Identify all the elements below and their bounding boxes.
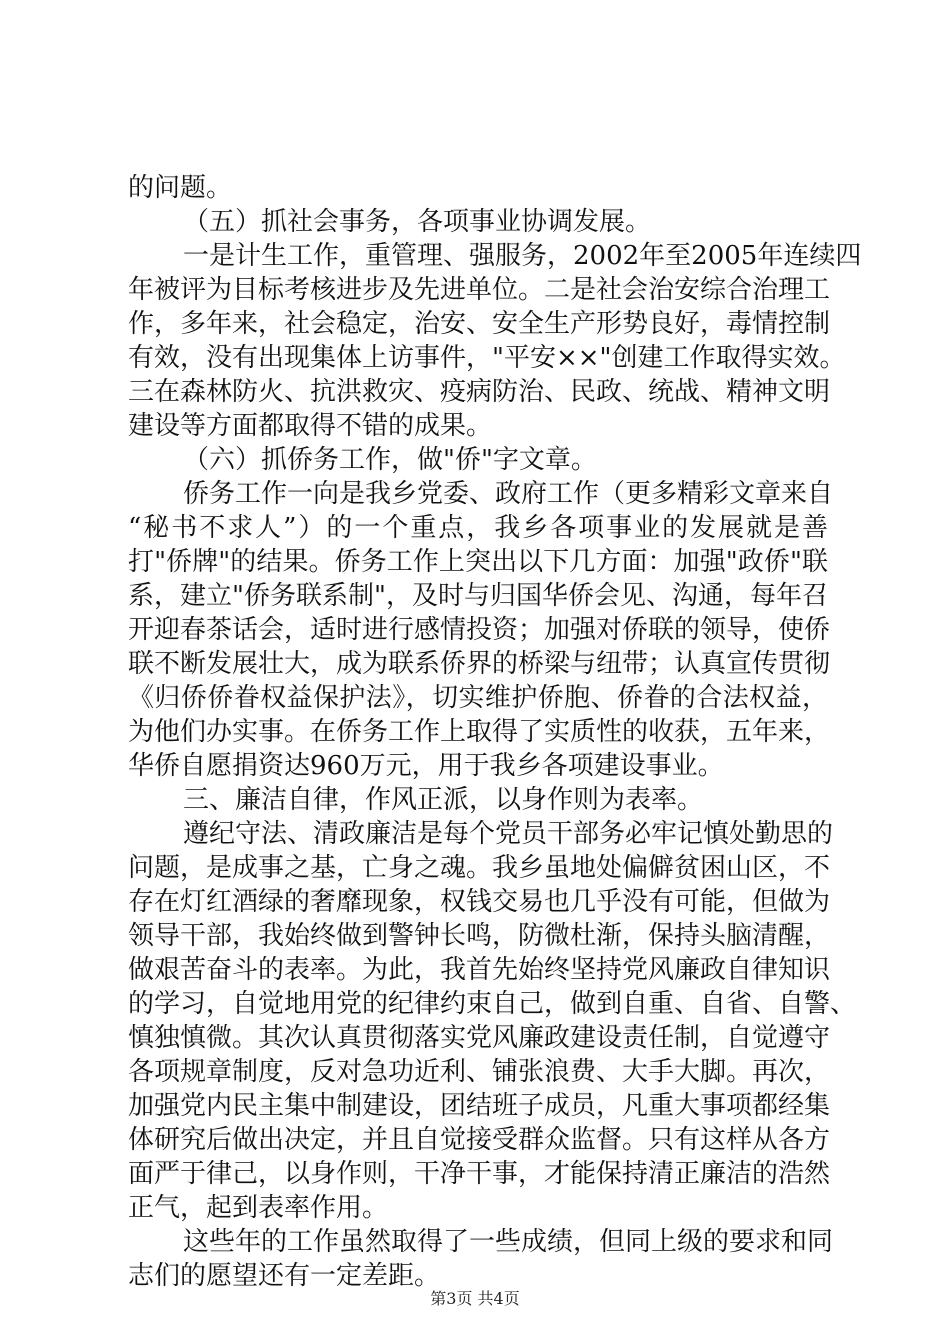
text-line: 华侨自愿捐资达960万元，用于我乡各项建设事业。 [128, 751, 724, 781]
text-line: 面严于律己，以身作则，干净干事，才能保持清正廉洁的浩然 [128, 1159, 831, 1189]
text-line: 三在森林防火、抗洪救灾、疫病防治、民政、统战、精神文明 [128, 377, 831, 407]
text-line: 存在灯红酒绿的奢靡现象，权钱交易也几乎没有可能，但做为 [128, 887, 831, 917]
text-line: 遵纪守法、清政廉洁是每个党员干部务必牢记慎处勤思的 [183, 819, 834, 849]
text-line: 志们的愿望还有一定差距。 [128, 1261, 441, 1291]
text-line: “秘书不求人”）的一个重点，我乡各项事业的发展就是善 [128, 513, 828, 543]
text-line: 的问题。 [128, 173, 233, 203]
text-line: 这些年的工作虽然取得了一些成绩，但同上级的要求和同 [183, 1227, 834, 1257]
page-number-footer: 第3页 共4页 [430, 1289, 520, 1308]
text-line: 加强党内民主集中制建设，团结班子成员，凡重大事项都经集 [128, 1091, 831, 1121]
text-line: 作，多年来，社会稳定，治安、安全生产形势良好，毒情控制 [128, 309, 831, 339]
text-line: 有效，没有出现集体上访事件，"平安××"创建工作取得实效。 [128, 343, 846, 373]
text-line: 慎独慎微。其次认真贯彻落实党风廉政建设责任制，自觉遵守 [128, 1023, 831, 1053]
text-line: 体研究后做出决定，并且自觉接受群众监督。只有这样从各方 [128, 1125, 831, 1155]
text-line: 侨务工作一向是我乡党委、政府工作（更多精彩文章来自 [183, 479, 834, 509]
text-line: 建设等方面都取得不错的成果。 [128, 411, 493, 441]
text-line: 打"侨牌"的结果。侨务工作上突出以下几方面：加强"政侨"联 [128, 547, 828, 577]
text-line: 做艰苦奋斗的表率。为此，我首先始终坚持党风廉政自律知识 [128, 955, 831, 985]
section-heading: （六）抓侨务工作，做"侨"字文章。 [183, 445, 597, 475]
text-line: 开迎春茶话会，适时进行感情投资；加强对侨联的领导，使侨 [128, 615, 831, 645]
text-line: 为他们办实事。在侨务工作上取得了实质性的收获，五年来， [128, 717, 831, 747]
text-line: 《归侨侨眷权益保护法》，切实维护侨胞、侨眷的合法权益， [128, 683, 828, 713]
section-heading: （五）抓社会事务，各项事业协调发展。 [183, 207, 652, 237]
text-line: 年被评为目标考核进步及先进单位。二是社会治安综合治理工 [128, 275, 831, 305]
text-line: 系，建立"侨务联系制"，及时与归国华侨会见、沟通，每年召 [128, 581, 828, 611]
text-line: 联不断发展壮大，成为联系侨界的桥梁与纽带；认真宣传贯彻 [128, 649, 831, 679]
text-line: 领导干部，我始终做到警钟长鸣，防微杜渐，保持头脑清醒， [128, 921, 831, 951]
text-line: 正气，起到表率作用。 [128, 1193, 389, 1223]
text-line: 的学习，自觉地用党的纪律约束自己，做到自重、自省、自警、 [128, 989, 857, 1019]
text-line: 问题，是成事之基，亡身之魂。我乡虽地处偏僻贫困山区，不 [128, 853, 831, 883]
section-heading: 三、廉洁自律，作风正派，以身作则为表率。 [183, 785, 704, 815]
text-line: 各项规章制度，反对急功近利、铺张浪费、大手大脚。再次， [128, 1057, 831, 1087]
text-line: 一是计生工作，重管理、强服务，2002年至2005年连续四 [183, 241, 862, 271]
